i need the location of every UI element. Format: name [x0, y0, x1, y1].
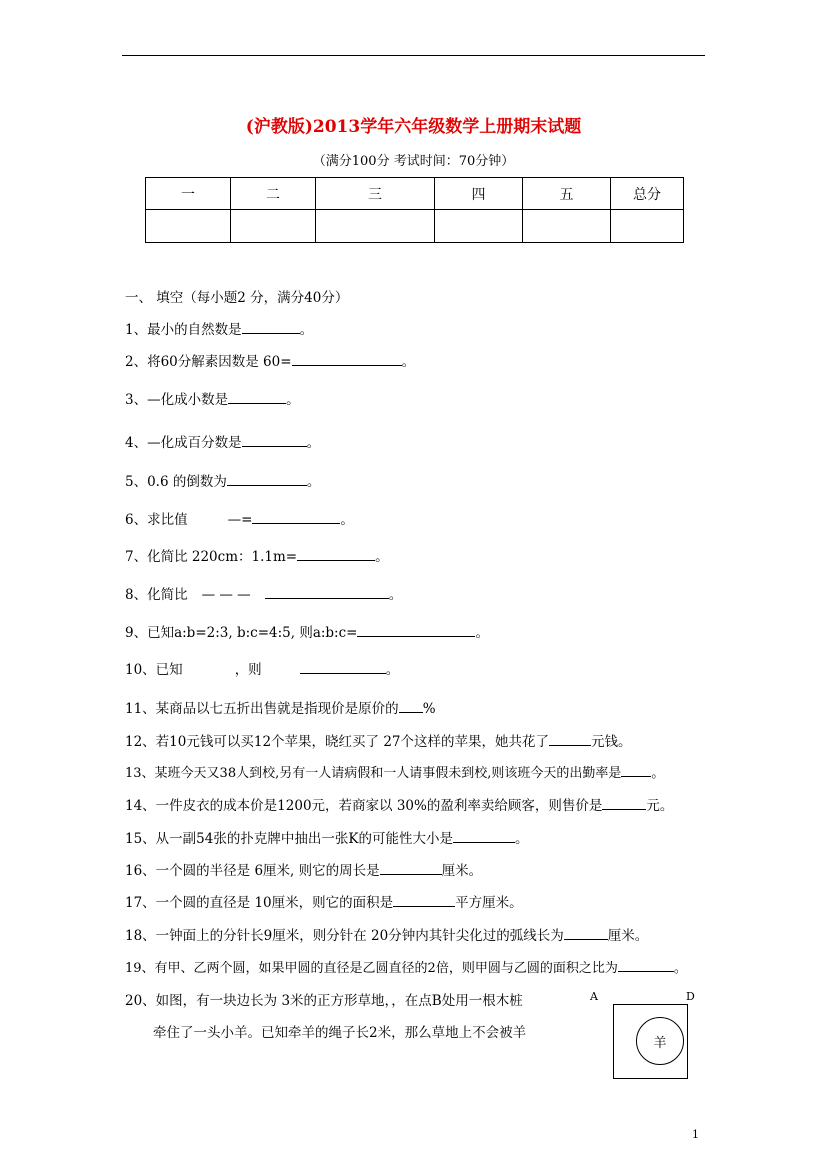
question-19 [125, 957, 687, 976]
answer-blank[interactable] [265, 584, 389, 599]
question-4 [125, 431, 320, 451]
question-text-mid: ，则 [234, 662, 262, 678]
score-cell[interactable] [611, 210, 684, 243]
answer-blank[interactable] [393, 892, 455, 907]
goat-circle-figure [636, 1017, 684, 1065]
score-header-4: 四 [435, 178, 523, 210]
question-14 [125, 794, 673, 814]
figure-label-a: A [590, 990, 598, 1003]
answer-blank[interactable] [602, 795, 646, 810]
question-text: 13、某班今天又38人到校,另有一人请病假和一人请事假未到校,则该班今天的出勤率是 [125, 766, 622, 781]
question-text: 8、化简比 [125, 587, 188, 603]
question-text: 7、化简比 220cm：1.1m= [125, 549, 298, 565]
question-12 [125, 730, 632, 750]
question-15 [125, 827, 528, 847]
question-end: 。 [475, 625, 489, 641]
exam-info: （满分100分 考试时间：70分钟） [312, 154, 515, 169]
question-end: 。 [299, 322, 314, 338]
answer-blank[interactable] [228, 389, 286, 404]
question-text: 14、一件皮衣的成本价是1200元，若商家以 30%的盈利率卖给顾客，则售价是 [125, 798, 603, 814]
page-title: (沪教版)2013学年六年级数学上册期末试题 [245, 117, 582, 137]
question-text: 9、已知a:b=2:3, b:c=4:5, 则a:b:c= [125, 625, 358, 641]
question-text: 4、—化成百分数是 [125, 435, 242, 451]
question-8 [125, 583, 402, 603]
answer-blank[interactable] [300, 659, 386, 674]
question-end: 。 [375, 549, 389, 565]
question-7 [125, 545, 389, 565]
question-10 [125, 658, 399, 678]
fraction-expression: —= [227, 512, 253, 528]
question-end: 平方厘米。 [455, 895, 523, 911]
question-text: 11、某商品以七五折出售就是指现价是原价的 [125, 701, 399, 717]
answer-blank[interactable] [621, 762, 651, 777]
question-text: 17、一个圆的直径是 10厘米，则它的面积是 [125, 895, 394, 911]
question-end: 。 [306, 435, 321, 451]
question-end: 。 [385, 662, 400, 678]
score-header-5: 五 [523, 178, 611, 210]
question-end: 。 [514, 831, 529, 847]
question-text: 16、一个圆的半径是 6厘米, 则它的周长是 [125, 863, 380, 879]
question-end: 。 [340, 512, 354, 528]
score-cell[interactable] [231, 210, 316, 243]
question-9 [125, 621, 489, 641]
score-table-header-row [146, 178, 684, 210]
score-cell[interactable] [523, 210, 611, 243]
question-text: 15、从一副54张的扑克牌中抽出一张K的可能性大小是 [125, 831, 453, 847]
question-5 [125, 470, 320, 490]
answer-blank[interactable] [380, 860, 442, 875]
question-end: 。 [401, 354, 416, 370]
question-end: 元。 [646, 798, 674, 814]
question-end: 。 [388, 587, 403, 603]
question-end: 厘米。 [441, 863, 483, 879]
question-text: 1、最小的自然数是 [125, 322, 242, 338]
section-heading: 一、 填空（每小题2 分，满分40分） [125, 290, 349, 306]
answer-blank[interactable] [242, 432, 307, 447]
question-end: 厘米。 [607, 928, 649, 944]
question-text: 18、一钟面上的分针长9厘米，则分针在 20分钟内其针尖化过的弧线长为 [125, 928, 564, 944]
question-text: 5、0.6 的倒数为 [125, 474, 227, 490]
answer-blank[interactable] [242, 319, 300, 334]
question-17 [125, 891, 523, 911]
answer-blank[interactable] [227, 471, 307, 486]
question-13 [125, 762, 664, 781]
score-header-3: 三 [316, 178, 435, 210]
answer-blank[interactable] [252, 509, 340, 524]
question-3 [125, 388, 300, 408]
question-text: 10、已知 [125, 662, 183, 678]
score-header-total: 总分 [611, 178, 684, 210]
question-text: 12、若10元钱可以买12个苹果，晓红买了 27个这样的苹果，她共花了 [125, 734, 550, 750]
answer-blank[interactable] [399, 698, 423, 713]
question-text: 19、有甲、乙两个圆，如果甲圆的直径是乙圆直径的2倍，则甲圆与乙圆的面积之比为 [125, 961, 618, 976]
figure-label-d: D [686, 990, 695, 1003]
answer-blank[interactable] [357, 622, 475, 637]
score-table-score-row [146, 210, 684, 243]
answer-blank[interactable] [292, 351, 402, 366]
question-end: % [422, 701, 436, 717]
answer-blank[interactable] [453, 828, 515, 843]
question-1 [125, 318, 313, 338]
question-end: 。 [651, 766, 665, 781]
page-number: 1 [692, 1128, 699, 1141]
question-text: 6、求比值 [125, 512, 188, 528]
question-end: 。 [306, 474, 321, 490]
answer-blank[interactable] [297, 546, 375, 561]
answer-blank[interactable] [549, 731, 591, 746]
score-cell[interactable] [435, 210, 523, 243]
question-text: 3、—化成小数是 [125, 392, 229, 408]
answer-blank[interactable] [564, 925, 608, 940]
question-18 [125, 924, 648, 944]
score-header-1: 一 [146, 178, 231, 210]
score-table [145, 177, 684, 243]
score-cell[interactable] [146, 210, 231, 243]
question-6 [125, 508, 354, 528]
question-11 [125, 697, 436, 717]
question-end: 。 [673, 961, 687, 976]
answer-blank[interactable] [618, 957, 674, 972]
question-end: 。 [286, 392, 300, 408]
score-cell[interactable] [316, 210, 435, 243]
score-header-2: 二 [231, 178, 316, 210]
question-text: 2、将60分解素因数是 60= [125, 354, 292, 370]
question-20-line-2: 牵住了一头小羊。已知牵羊的绳子长2米，那么草地上不会被羊 [153, 1025, 527, 1041]
question-20-line-1: 20、如图，有一块边长为 3米的正方形草地，，在点B处用一根木桩 [125, 993, 523, 1009]
question-2 [125, 350, 415, 370]
fraction-expression: — — — [201, 587, 251, 603]
goat-label: 羊 [653, 1035, 667, 1051]
question-16 [125, 859, 482, 879]
question-end: 元钱。 [591, 734, 632, 750]
header-rule [122, 55, 705, 56]
